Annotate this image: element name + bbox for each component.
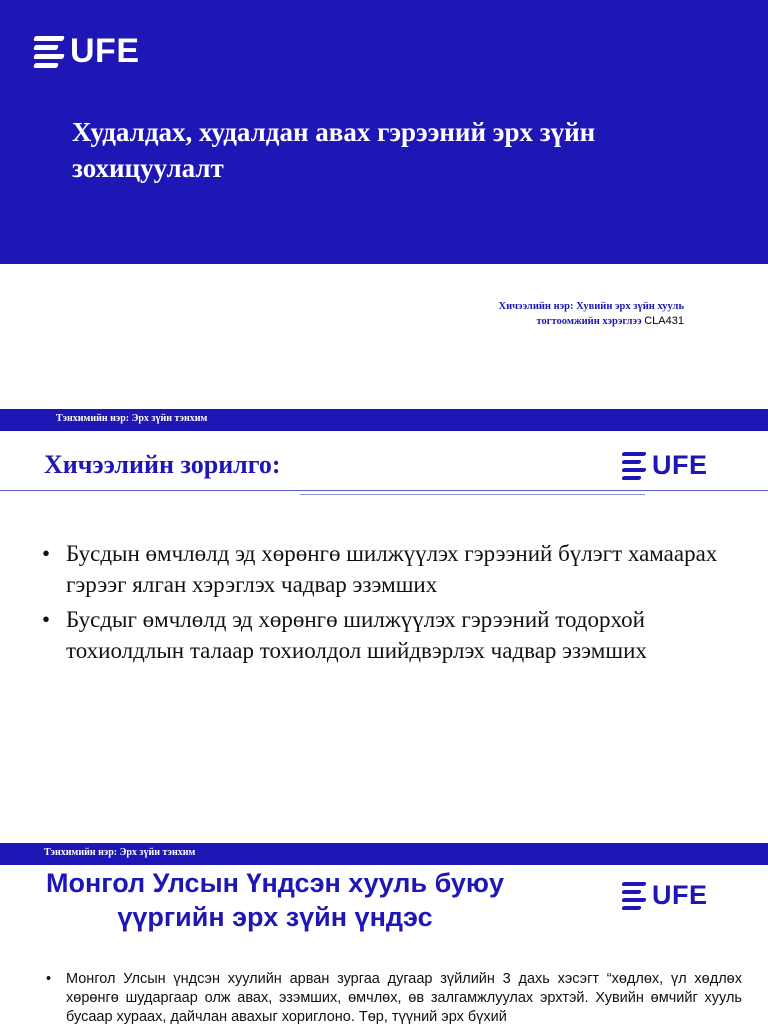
ufe-logo <box>622 880 708 911</box>
ufe-stripes-logo-icon <box>34 36 64 68</box>
course-name-line-2-text: тогтоомжийн хэрэглээ <box>536 316 642 327</box>
logo-text: UFE <box>70 32 140 70</box>
presentation-title: Худалдах, худалдан авах гэрээний эрх зүйн зохицуулалт <box>72 117 596 183</box>
list-item: • Бусдыг өмчлөлд эд хөрөнгө шилжүүлэх гэрээний тодорхой тохиолдлын талаар тохиолдол шийдвэрлэх чадвар эзэмших <box>42 604 742 666</box>
objectives-heading: Хичээлийн зорилго: <box>44 450 281 479</box>
course-code: CLA431 <box>644 315 684 327</box>
divider-line <box>0 490 768 491</box>
ufe-logo <box>34 32 140 71</box>
logo-text: UFE <box>652 450 708 480</box>
department-label: Тэнхимийн нэр: Эрх зүйн тэнхим <box>44 847 196 858</box>
constitution-paragraph: • Монгол Улсын үндсэн хуулийн арван зургаа дугаар зүйлийн 3 дахь хэсэгт “хөдлөх, үл хөдлөх хөрөнгө шударгаар олж авах, эзэмших, өмчлөх, өв залгамжлуулах эрхтэй. Хувийн өмчийг хууль бусаар хураах, дайчлан авахыг хориглоно. Төр, түүний эрх бүхий <box>46 970 742 1027</box>
logo-text: UFE <box>652 880 708 910</box>
list-item: • Бусдын өмчлөлд эд хөрөнгө шилжүүлэх гэрээний бүлэгт хамаарах гэрээг ялган хэрэглэх чадвар эзэмших <box>42 538 742 600</box>
ufe-stripes-logo-icon <box>622 882 646 910</box>
objectives-list <box>42 538 742 670</box>
course-name-line-2 <box>400 314 684 329</box>
course-info <box>400 300 684 329</box>
department-bar <box>0 409 768 431</box>
course-name-line-1: Хичээлийн нэр: Хувийн эрх зүйн хууль <box>498 301 684 312</box>
ufe-logo <box>622 450 708 481</box>
department-label: Тэнхимийн нэр: Эрх зүйн тэнхим <box>56 413 208 424</box>
ufe-stripes-logo-icon <box>622 452 646 480</box>
section-title: Монгол Улсын Үндсэн хууль буюу үүргийн эрх зүйн үндэс <box>46 868 504 932</box>
divider-line <box>300 494 645 495</box>
department-bar <box>0 843 768 865</box>
